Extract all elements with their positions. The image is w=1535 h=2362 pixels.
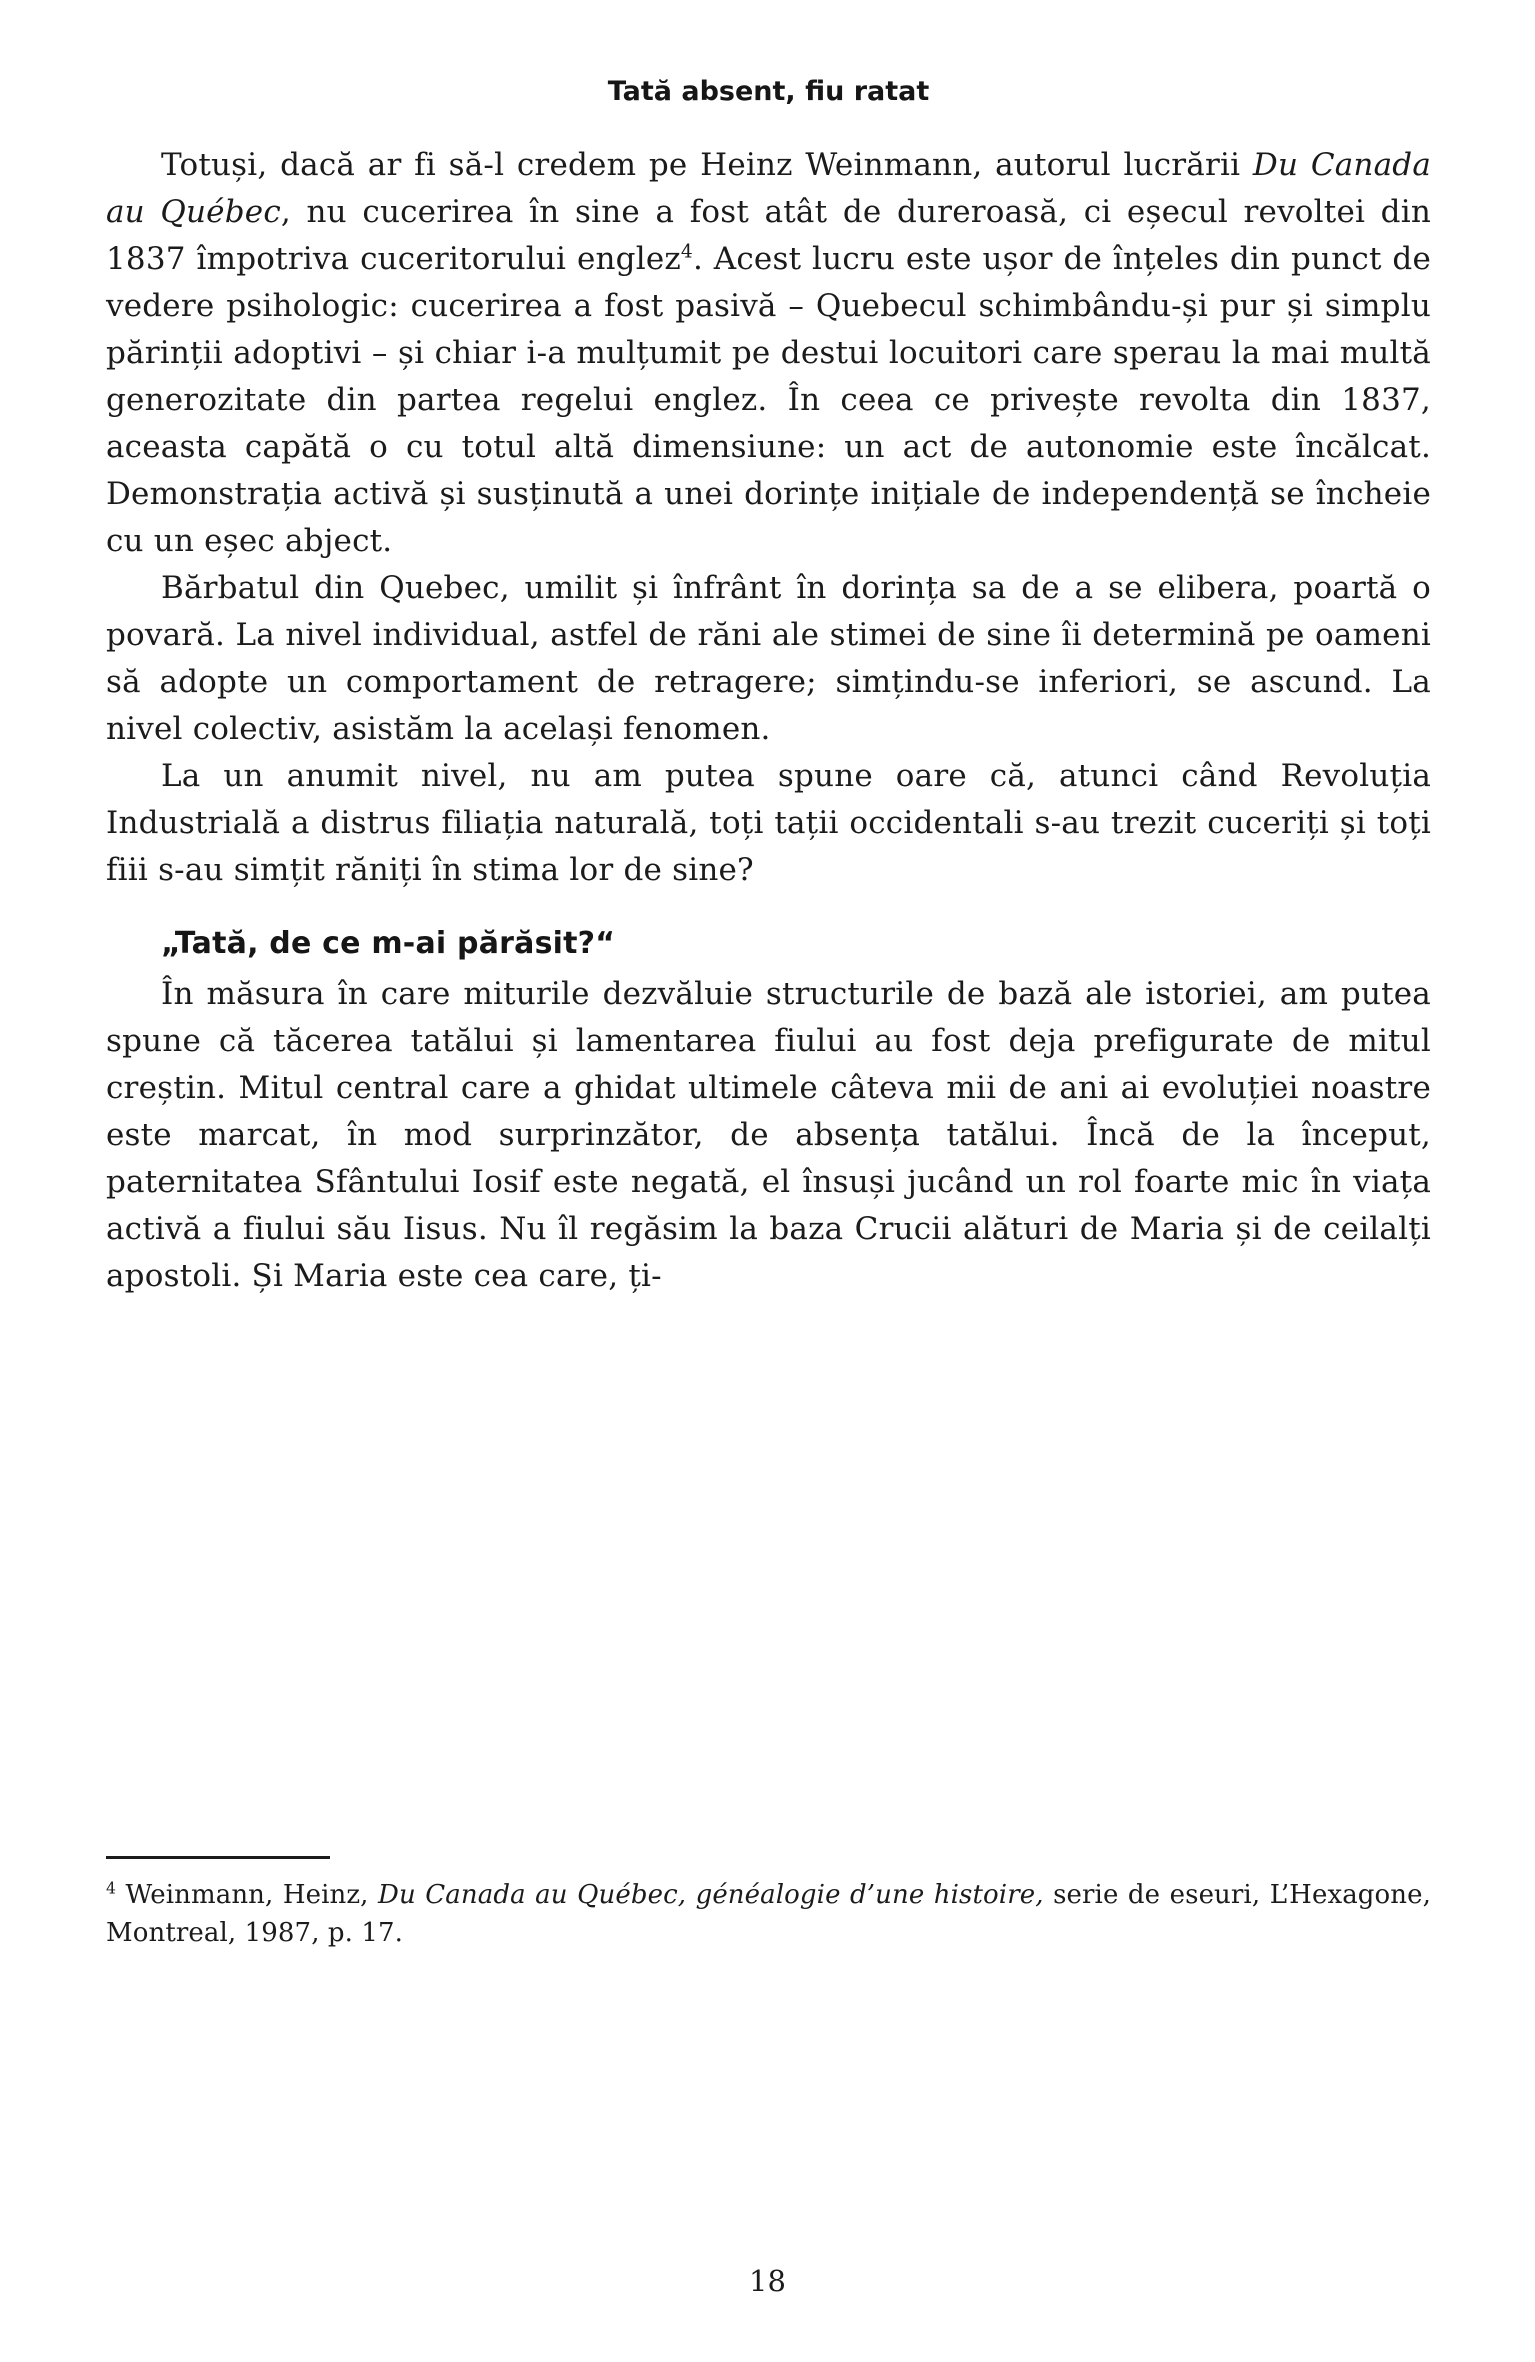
footnote-divider <box>106 1856 330 1859</box>
section-heading: „Tată, de ce m-ai părăsit?“ <box>161 926 616 961</box>
running-header: Tată absent, fiu ratat <box>607 76 930 107</box>
paragraph-4: În măsura în care miturile dezvăluie structurile de bază ale istoriei, am putea spune că tăcerea tatălui și lamentarea fiului au fost deja prefigurate de mitul creștin. Mitul central care a ghidat ultimele câteva mii de ani ai evoluției noastre este marcat, în mod surprinzător, de absența tatălui. Încă de la început, paternitatea Sfântului Iosif este negată, el însuși jucând un rol foarte mic în viața activă a fiului său Iisus. Nu îl regăsim la baza Crucii alături de Maria și de ceilalți apostoli. Și Maria este cea care, ți- <box>106 976 1431 1294</box>
paragraph-1: Totuși, dacă ar fi să-l credem pe Heinz Weinmann, autorul lucrării Du Canada au Québec, nu cucerirea în sine a fost atât de dureroasă, ci eșecul revoltei din 1837 împotriva cuceritorului englez$^4$. Acest lucru este ușor de înțeles din punct de vedere psihologic: cucerirea a fost pasivă – Quebecul schimbându-și pur și simplu părinții adoptivi – și chiar i-a mulțumit pe destui locuitori care sperau la mai multă generozitate din partea regelui englez. În ceea ce privește revolta din 1837, aceasta capătă o cu totul altă dimensiune: un act de autonomie este încălcat. Demonstrația activă și susținută a unei dorințe inițiale de independență se încheie cu un eșec abject. <box>106 147 1431 559</box>
footnote-text: $^4$ Weinmann, Heinz, Du Canada au Québec, généalogie d’une histoire, serie de eseuri, L’Hexagone, Montreal, 1987, p. 17. <box>106 1879 1432 1948</box>
footnote-area <box>106 1856 1431 1952</box>
paragraph-3: La un anumit nivel, nu am putea spune oare că, atunci când Revoluția Industrială a distrus filiația naturală, toți tații occidentali s-au trezit cuceriți și toți fiii s-au simțit răniți în stima lor de sine? <box>106 758 1431 888</box>
paragraph-2: Bărbatul din Quebec, umilit și înfrânt în dorința sa de a se elibera, poartă o povară. La nivel individual, astfel de răni ale stimei de sine îi determină pe oameni să adopte un comportament de retragere; simțindu-se inferiori, se ascund. La nivel colectiv, asistăm la același fenomen. <box>106 570 1431 747</box>
page-number: 18 <box>749 2264 786 2298</box>
page-body <box>106 142 1431 1300</box>
